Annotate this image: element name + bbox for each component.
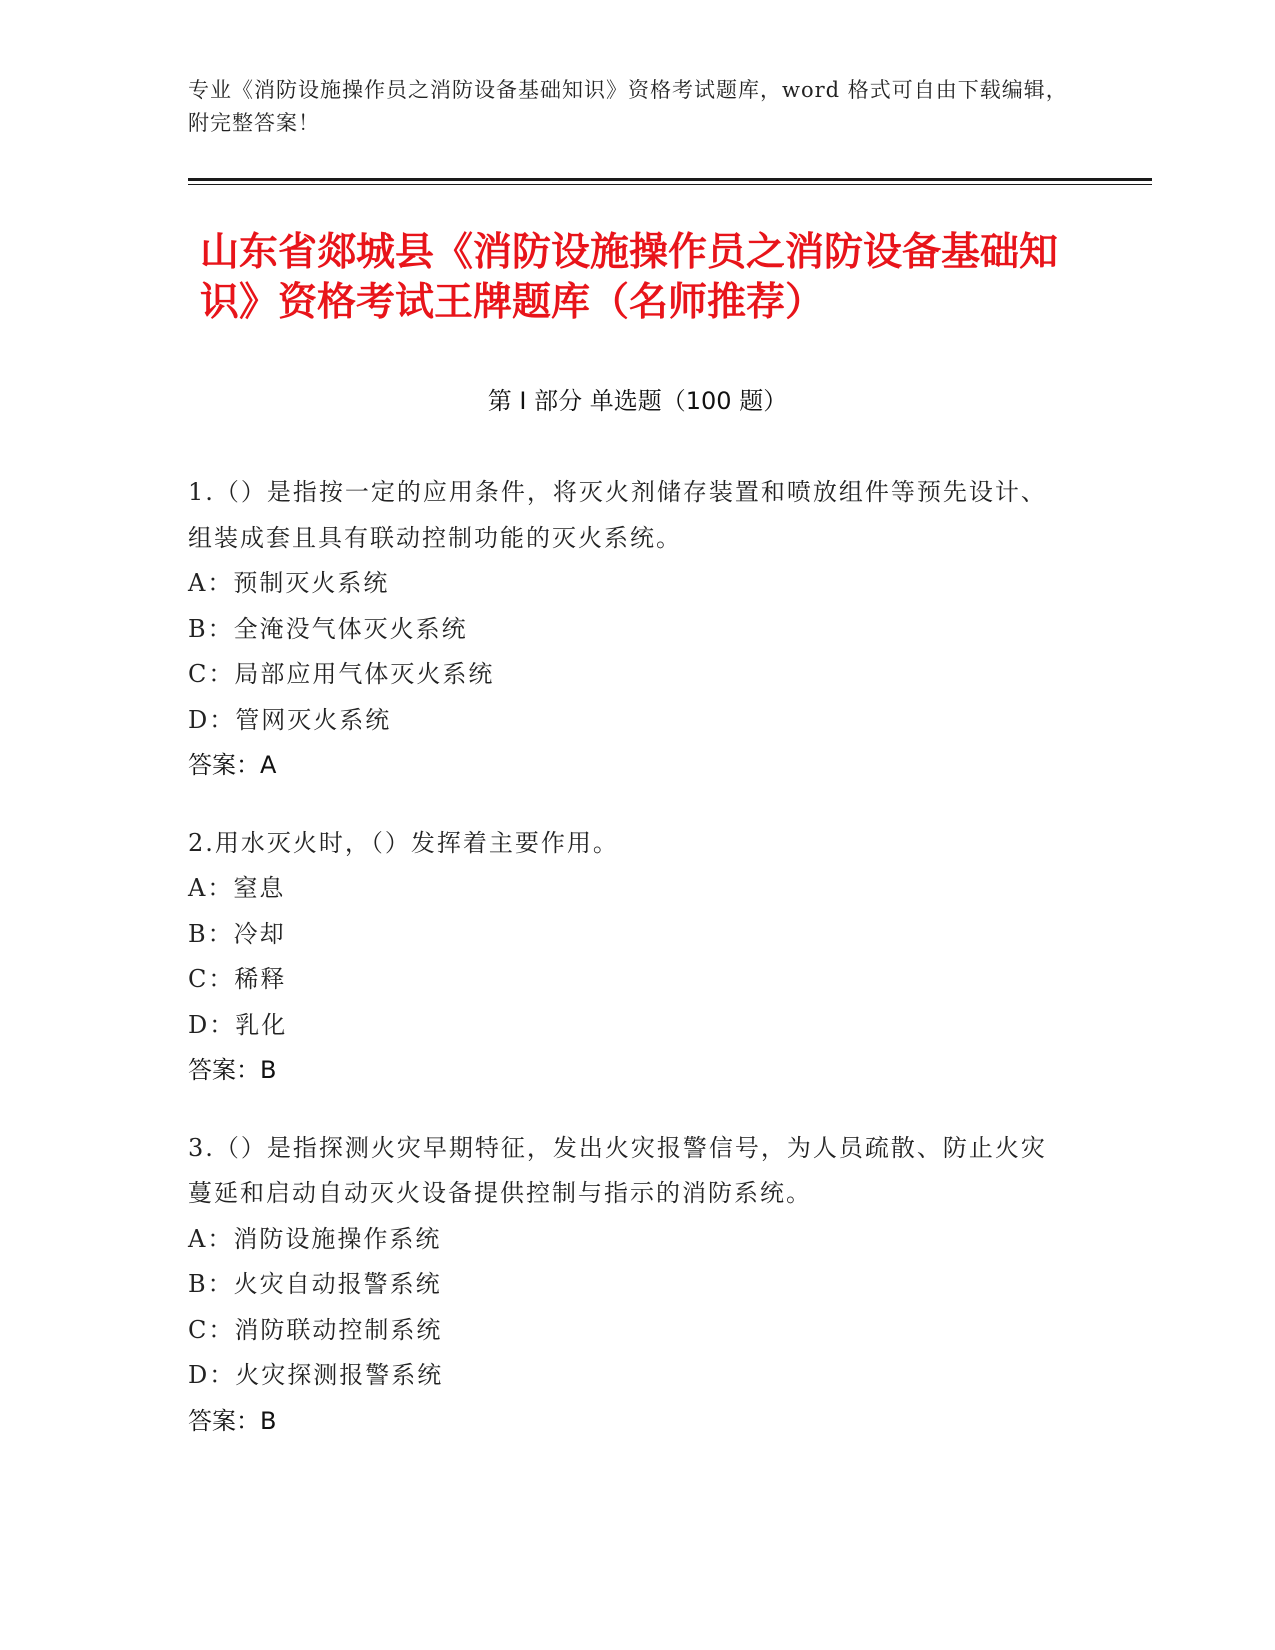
option-c: C：消防联动控制系统 [188,1315,443,1344]
document-title: 山东省郯城县《消防设施操作员之消防设备基础知识》资格考试王牌题库（名师推荐） [200,230,1059,325]
question-1 [188,470,1068,789]
question-stem: 1.（）是指按一定的应用条件，将灭火剂储存装置和喷放组件等预先设计、组装成套且具有联动控制功能的灭火系统。 [188,478,1047,552]
answer: 答案：A [188,751,277,779]
option-c: C：稀释 [188,965,287,993]
option-a: A：预制灭火系统 [188,569,390,597]
header-divider-thin [188,184,1152,185]
answer: 答案：B [188,1056,277,1084]
question-stem: 2.用水灭火时，（）发挥着主要作用。 [188,828,619,857]
header-note: 专业《消防设施操作员之消防设备基础知识》资格考试题库，word 格式可自由下载编辑，附完整答案！ [188,78,1068,135]
option-b: B：火灾自动报警系统 [188,1270,442,1298]
header-divider-thick [188,178,1152,181]
question-2 [188,821,1068,1094]
option-a: A：窒息 [188,874,286,902]
option-c: C：局部应用气体灭火系统 [188,660,495,688]
option-d: D：管网灭火系统 [188,705,392,734]
question-3 [188,1126,1068,1445]
option-d: D：乳化 [188,1010,288,1039]
question-list [188,470,1068,1476]
option-b: B：冷却 [188,919,286,948]
answer: 答案：B [188,1406,277,1435]
option-d: D：火灾探测报警系统 [188,1361,444,1389]
option-b: B：全淹没气体灭火系统 [188,614,468,643]
option-a: A：消防设施操作系统 [188,1224,442,1253]
question-stem: 3.（）是指探测火灾早期特征，发出火灾报警信号，为人员疏散、防止火灾蔓延和启动自动灭火设备提供控制与指示的消防系统。 [188,1133,1047,1207]
section-title: 第 I 部分 单选题（100 题） [487,387,788,415]
